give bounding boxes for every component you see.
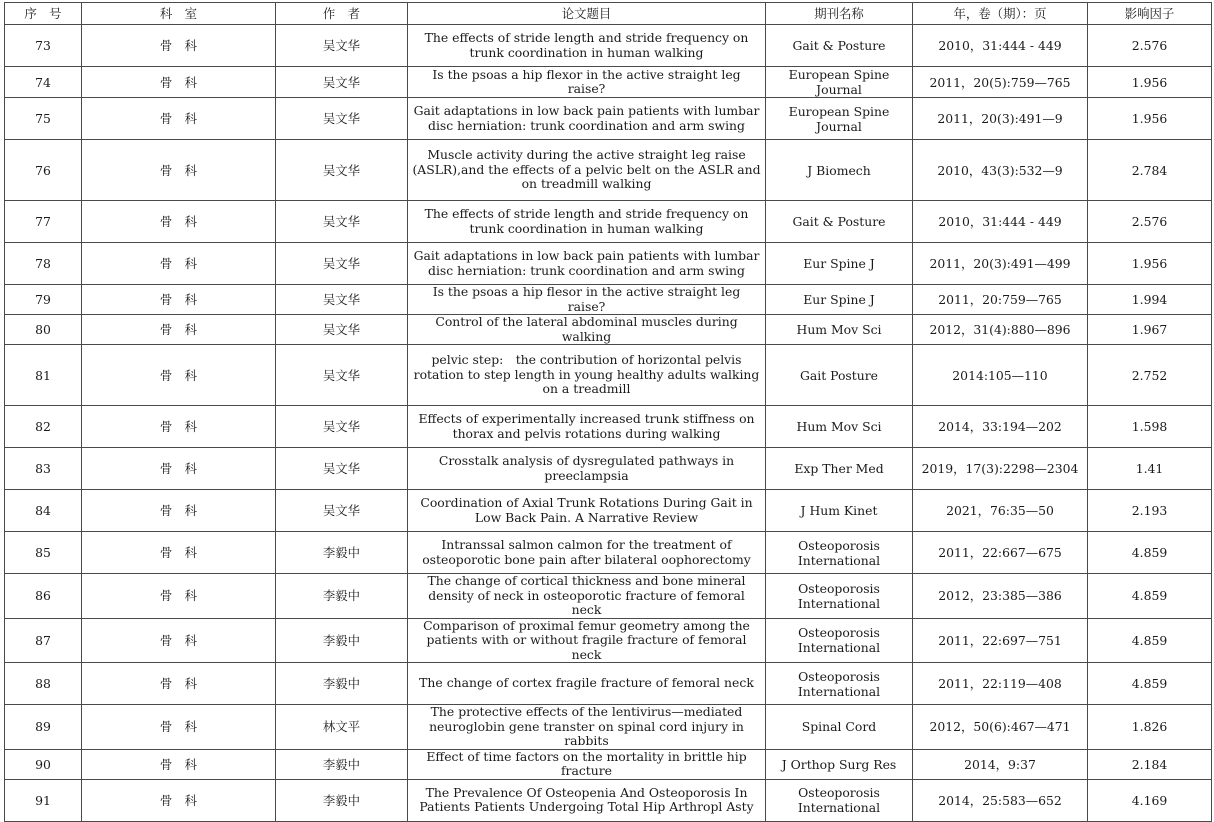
table-row: [5, 25, 1212, 67]
cell-department: 骨 科: [82, 140, 276, 201]
cell-author: 吴文华: [276, 285, 408, 315]
table-row: [5, 243, 1212, 285]
cell-year-volume-pages: 2014:105—110: [913, 345, 1088, 406]
cell-journal: J Biomech: [766, 140, 913, 201]
cell-author: 李毅中: [276, 663, 408, 705]
cell-number: 73: [5, 25, 82, 67]
cell-impact-factor: 1.826: [1088, 705, 1212, 750]
cell-number: 74: [5, 67, 82, 98]
cell-department: 骨 科: [82, 406, 276, 448]
cell-paper-title: Is the psoas a hip flexor in the active straight leg raise?: [408, 67, 766, 98]
cell-journal: Osteoporosis International: [766, 532, 913, 574]
cell-journal: European Spine Journal: [766, 67, 913, 98]
cell-year-volume-pages: 2011，22:119—408: [913, 663, 1088, 705]
cell-journal: Gait Posture: [766, 345, 913, 406]
cell-number: 75: [5, 98, 82, 140]
table-header-row: [5, 3, 1212, 25]
cell-department: 骨 科: [82, 243, 276, 285]
cell-author: 吴文华: [276, 243, 408, 285]
cell-journal: Hum Mov Sci: [766, 406, 913, 448]
cell-year-volume-pages: 2010，31:444 - 449: [913, 25, 1088, 67]
cell-department: 骨 科: [82, 618, 276, 663]
cell-paper-title: Gait adaptations in low back pain patients with lumbar disc herniation: trunk coordination and arm swing: [408, 243, 766, 285]
cell-year-volume-pages: 2011，20(3):491—9: [913, 98, 1088, 140]
cell-paper-title: Muscle activity during the active straight leg raise (ASLR),and the effects of a pelvic belt on the ASLR and on treadmill walking: [408, 140, 766, 201]
cell-year-volume-pages: 2014，25:583—652: [913, 779, 1088, 821]
header-paper-title: 论文题目: [408, 3, 766, 25]
cell-journal: Gait & Posture: [766, 201, 913, 243]
cell-impact-factor: 1.956: [1088, 243, 1212, 285]
cell-year-volume-pages: 2012，50(6):467—471: [913, 705, 1088, 750]
cell-year-volume-pages: 2014，9:37: [913, 749, 1088, 779]
table-row: [5, 315, 1212, 345]
cell-impact-factor: 1.598: [1088, 406, 1212, 448]
cell-journal: Exp Ther Med: [766, 448, 913, 490]
cell-department: 骨 科: [82, 705, 276, 750]
table-row: [5, 574, 1212, 619]
cell-department: 骨 科: [82, 779, 276, 821]
cell-paper-title: The effects of stride length and stride frequency on trunk coordination in human walking: [408, 201, 766, 243]
header-impact-factor: 影响因子: [1088, 3, 1212, 25]
cell-department: 骨 科: [82, 448, 276, 490]
cell-department: 骨 科: [82, 345, 276, 406]
cell-paper-title: pelvic step: the contribution of horizontal pelvis rotation to step length in young healthy adults walking on a treadmill: [408, 345, 766, 406]
header-department: 科 室: [82, 3, 276, 25]
cell-number: 90: [5, 749, 82, 779]
cell-number: 79: [5, 285, 82, 315]
cell-number: 77: [5, 201, 82, 243]
cell-number: 78: [5, 243, 82, 285]
cell-author: 吴文华: [276, 140, 408, 201]
cell-paper-title: The change of cortex fragile fracture of femoral neck: [408, 663, 766, 705]
cell-journal: Osteoporosis International: [766, 618, 913, 663]
table-row: [5, 67, 1212, 98]
cell-author: 吴文华: [276, 345, 408, 406]
header-journal: 期刊名称: [766, 3, 913, 25]
cell-author: 吴文华: [276, 490, 408, 532]
cell-department: 骨 科: [82, 25, 276, 67]
cell-author: 林文平: [276, 705, 408, 750]
table-row: [5, 663, 1212, 705]
cell-author: 李毅中: [276, 532, 408, 574]
cell-number: 83: [5, 448, 82, 490]
cell-impact-factor: 2.184: [1088, 749, 1212, 779]
cell-impact-factor: 2.576: [1088, 201, 1212, 243]
cell-number: 89: [5, 705, 82, 750]
cell-journal: J Hum Kinet: [766, 490, 913, 532]
table-row: [5, 779, 1212, 821]
cell-paper-title: Control of the lateral abdominal muscles during walking: [408, 315, 766, 345]
cell-impact-factor: 4.859: [1088, 574, 1212, 619]
cell-year-volume-pages: 2019，17(3):2298—2304: [913, 448, 1088, 490]
cell-journal: Osteoporosis International: [766, 779, 913, 821]
cell-paper-title: Crosstalk analysis of dysregulated pathways in preeclampsia: [408, 448, 766, 490]
cell-journal: Eur Spine J: [766, 285, 913, 315]
cell-impact-factor: 2.752: [1088, 345, 1212, 406]
cell-number: 86: [5, 574, 82, 619]
cell-year-volume-pages: 2010，31:444 - 449: [913, 201, 1088, 243]
publication-table: [4, 2, 1212, 822]
cell-paper-title: The effects of stride length and stride frequency on trunk coordination in human walking: [408, 25, 766, 67]
cell-year-volume-pages: 2012，23:385—386: [913, 574, 1088, 619]
cell-number: 80: [5, 315, 82, 345]
table-row: [5, 749, 1212, 779]
cell-number: 91: [5, 779, 82, 821]
cell-journal: J Orthop Surg Res: [766, 749, 913, 779]
header-number: 序 号: [5, 3, 82, 25]
cell-author: 李毅中: [276, 574, 408, 619]
cell-year-volume-pages: 2011，22:667—675: [913, 532, 1088, 574]
cell-impact-factor: 1.956: [1088, 98, 1212, 140]
table-row: [5, 618, 1212, 663]
cell-year-volume-pages: 2011，20(3):491—499: [913, 243, 1088, 285]
cell-paper-title: Comparison of proximal femur geometry among the patients with or without fragile fracture of femoral neck: [408, 618, 766, 663]
cell-impact-factor: 2.576: [1088, 25, 1212, 67]
cell-department: 骨 科: [82, 532, 276, 574]
cell-author: 吴文华: [276, 201, 408, 243]
cell-paper-title: Is the psoas a hip flesor in the active straight leg raise?: [408, 285, 766, 315]
cell-department: 骨 科: [82, 315, 276, 345]
header-year-volume-pages: 年，卷（期）：页: [913, 3, 1088, 25]
table-row: [5, 345, 1212, 406]
cell-author: 李毅中: [276, 779, 408, 821]
cell-author: 吴文华: [276, 406, 408, 448]
cell-paper-title: Gait adaptations in low back pain patients with lumbar disc herniation: trunk coordination and arm swing: [408, 98, 766, 140]
cell-number: 76: [5, 140, 82, 201]
cell-department: 骨 科: [82, 67, 276, 98]
cell-year-volume-pages: 2014，33:194—202: [913, 406, 1088, 448]
cell-year-volume-pages: 2011，20:759—765: [913, 285, 1088, 315]
publication-table-container: [4, 2, 1212, 822]
cell-journal: Gait & Posture: [766, 25, 913, 67]
table-row: [5, 140, 1212, 201]
cell-journal: Eur Spine J: [766, 243, 913, 285]
cell-journal: Osteoporosis International: [766, 663, 913, 705]
cell-impact-factor: 1.967: [1088, 315, 1212, 345]
cell-author: 吴文华: [276, 448, 408, 490]
cell-impact-factor: 1.41: [1088, 448, 1212, 490]
cell-impact-factor: 1.994: [1088, 285, 1212, 315]
cell-paper-title: Effect of time factors on the mortality in brittle hip fracture: [408, 749, 766, 779]
cell-year-volume-pages: 2021，76:35—50: [913, 490, 1088, 532]
cell-number: 82: [5, 406, 82, 448]
cell-year-volume-pages: 2010，43(3):532—9: [913, 140, 1088, 201]
cell-impact-factor: 1.956: [1088, 67, 1212, 98]
header-author: 作 者: [276, 3, 408, 25]
cell-journal: Hum Mov Sci: [766, 315, 913, 345]
cell-department: 骨 科: [82, 490, 276, 532]
table-row: [5, 285, 1212, 315]
cell-paper-title: The Prevalence Of Osteopenia And Osteoporosis In Patients Patients Undergoing Total Hip Arthropl Asty: [408, 779, 766, 821]
cell-number: 84: [5, 490, 82, 532]
cell-author: 吴文华: [276, 315, 408, 345]
table-row: [5, 201, 1212, 243]
cell-impact-factor: 4.859: [1088, 663, 1212, 705]
cell-number: 88: [5, 663, 82, 705]
cell-journal: European Spine Journal: [766, 98, 913, 140]
cell-author: 李毅中: [276, 618, 408, 663]
cell-department: 骨 科: [82, 663, 276, 705]
cell-number: 87: [5, 618, 82, 663]
cell-impact-factor: 4.859: [1088, 618, 1212, 663]
cell-impact-factor: 2.193: [1088, 490, 1212, 532]
table-row: [5, 705, 1212, 750]
cell-paper-title: The protective effects of the lentivirus—mediated neuroglobin gene transter on spinal cord injury in rabbits: [408, 705, 766, 750]
cell-author: 吴文华: [276, 25, 408, 67]
cell-year-volume-pages: 2011，20(5):759—765: [913, 67, 1088, 98]
cell-year-volume-pages: 2011，22:697—751: [913, 618, 1088, 663]
cell-author: 吴文华: [276, 98, 408, 140]
table-row: [5, 448, 1212, 490]
cell-journal: Spinal Cord: [766, 705, 913, 750]
table-body: [5, 25, 1212, 822]
cell-impact-factor: 4.169: [1088, 779, 1212, 821]
table-row: [5, 98, 1212, 140]
cell-impact-factor: 4.859: [1088, 532, 1212, 574]
cell-number: 85: [5, 532, 82, 574]
cell-paper-title: Effects of experimentally increased trunk stiffness on thorax and pelvis rotations during walking: [408, 406, 766, 448]
cell-author: 吴文华: [276, 67, 408, 98]
cell-paper-title: The change of cortical thickness and bone mineral density of neck in osteoporotic fracture of femoral neck: [408, 574, 766, 619]
cell-year-volume-pages: 2012，31(4):880—896: [913, 315, 1088, 345]
cell-department: 骨 科: [82, 574, 276, 619]
cell-department: 骨 科: [82, 98, 276, 140]
cell-department: 骨 科: [82, 201, 276, 243]
cell-journal: Osteoporosis International: [766, 574, 913, 619]
cell-paper-title: Coordination of Axial Trunk Rotations During Gait in Low Back Pain. A Narrative Review: [408, 490, 766, 532]
cell-impact-factor: 2.784: [1088, 140, 1212, 201]
cell-department: 骨 科: [82, 749, 276, 779]
cell-paper-title: Intranssal salmon calmon for the treatment of osteoporotic bone pain after bilateral oophorectomy: [408, 532, 766, 574]
cell-number: 81: [5, 345, 82, 406]
table-row: [5, 490, 1212, 532]
table-row: [5, 532, 1212, 574]
cell-department: 骨 科: [82, 285, 276, 315]
table-row: [5, 406, 1212, 448]
cell-author: 李毅中: [276, 749, 408, 779]
